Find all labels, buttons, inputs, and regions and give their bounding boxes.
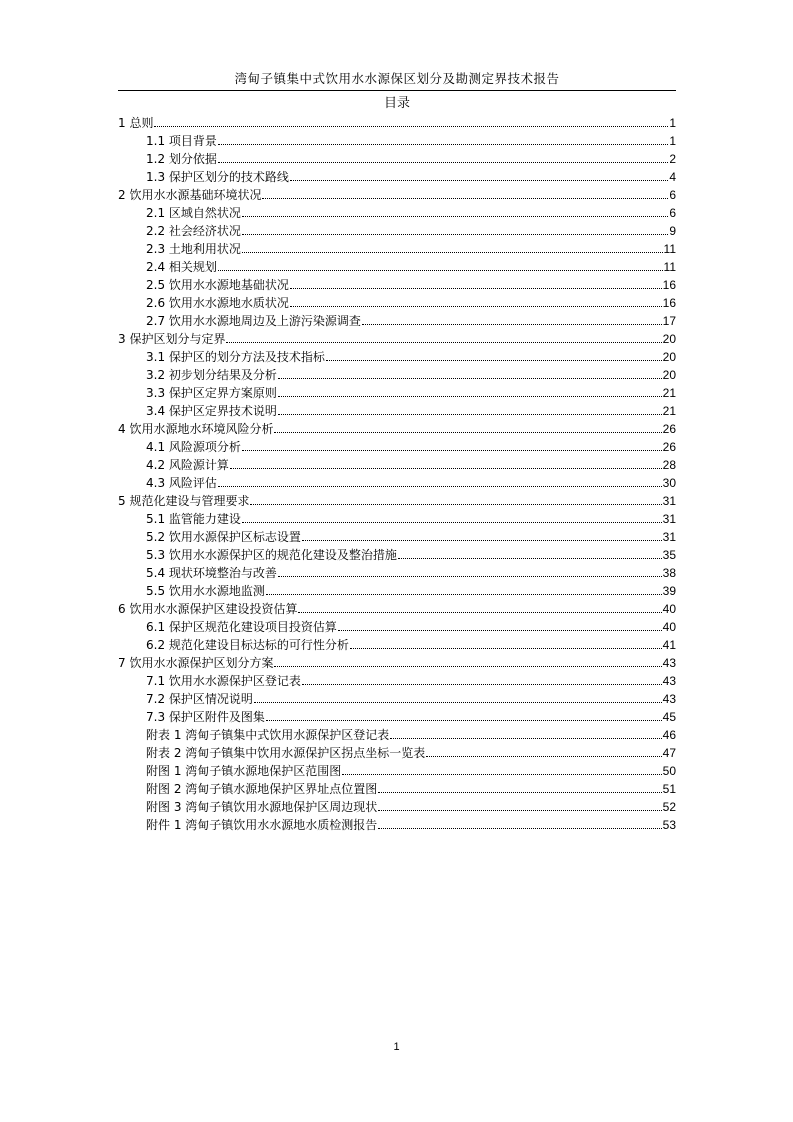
toc-entry[interactable] <box>118 725 676 743</box>
toc-entry-page: 43 <box>662 692 676 706</box>
toc-dot-leader <box>390 738 661 739</box>
toc-entry-label: 附图 1 湾甸子镇水源地保护区范围图 <box>146 764 342 778</box>
toc-entry-page: 6 <box>669 206 676 220</box>
toc-entry-page: 30 <box>662 476 676 490</box>
toc-entry-page: 20 <box>662 368 676 382</box>
toc-entry[interactable] <box>118 455 676 473</box>
running-header: 湾甸子镇集中式饮用水水源保区划分及勘测定界技术报告 <box>234 71 560 86</box>
toc-dot-leader <box>378 810 661 811</box>
toc-dot-leader <box>362 324 662 325</box>
toc-entry[interactable] <box>118 797 676 815</box>
toc-dot-leader <box>266 720 662 721</box>
toc-entry[interactable] <box>118 383 676 401</box>
toc-entry-page: 43 <box>662 674 676 688</box>
toc-dot-leader <box>278 396 662 397</box>
toc-dot-leader <box>266 594 662 595</box>
toc-entry[interactable] <box>118 653 676 671</box>
toc-entry-label: 2.7 饮用水水源地周边及上游污染源调查 <box>146 314 361 328</box>
toc-entry-page: 47 <box>662 746 676 760</box>
toc-entry[interactable] <box>118 761 676 779</box>
toc-entry-label: 5 规范化建设与管理要求 <box>118 494 250 508</box>
toc-entry-page: 26 <box>662 440 676 454</box>
toc-entry-page: 51 <box>662 782 676 796</box>
toc-dot-leader <box>350 648 662 649</box>
toc-entry-label: 2.6 饮用水水源地水质状况 <box>146 296 289 310</box>
toc-entry-label: 4.2 风险源计算 <box>146 458 229 472</box>
toc-entry[interactable] <box>118 437 676 455</box>
toc-entry-label: 6 饮用水水源保护区建设投资估算 <box>118 602 298 616</box>
toc-entry[interactable] <box>118 491 676 509</box>
toc-entry-page: 31 <box>662 530 676 544</box>
toc-entry[interactable] <box>118 473 676 491</box>
toc-dot-leader <box>278 378 662 379</box>
toc-dot-leader <box>154 126 668 127</box>
toc-entry-label: 6.2 规范化建设目标达标的可行性分析 <box>146 638 349 652</box>
toc-entry[interactable] <box>118 131 676 149</box>
toc-entry-page: 45 <box>662 710 676 724</box>
toc-entry-label: 5.3 饮用水水源保护区的规范化建设及整治措施 <box>146 548 397 562</box>
toc-entry-page: 46 <box>662 728 676 742</box>
toc-dot-leader <box>278 576 662 577</box>
toc-entry-page: 41 <box>662 638 676 652</box>
toc-entry[interactable] <box>118 581 676 599</box>
toc-dot-leader <box>242 234 668 235</box>
toc-entry[interactable] <box>118 401 676 419</box>
toc-entry-label: 3.2 初步划分结果及分析 <box>146 368 277 382</box>
toc-entry-page: 21 <box>662 386 676 400</box>
toc-entry-label: 7.1 饮用水水源保护区登记表 <box>146 674 301 688</box>
toc-dot-leader <box>262 198 668 199</box>
toc-entry-page: 21 <box>662 404 676 418</box>
toc-entry[interactable] <box>118 167 676 185</box>
toc-entry[interactable] <box>118 599 676 617</box>
toc-entry-label: 1 总则 <box>118 116 154 130</box>
toc-dot-leader <box>218 486 662 487</box>
toc-entry-label: 附图 2 湾甸子镇水源地保护区界址点位置图 <box>146 782 378 796</box>
toc-entry[interactable] <box>118 545 676 563</box>
header-divider <box>118 90 676 91</box>
toc-entry-page: 20 <box>662 332 676 346</box>
toc-dot-leader <box>398 558 662 559</box>
toc-dot-leader <box>378 828 661 829</box>
toc-entry-label: 2.4 相关规划 <box>146 260 217 274</box>
toc-entry[interactable] <box>118 329 676 347</box>
toc-dot-leader <box>226 342 661 343</box>
toc-entry-page: 20 <box>662 350 676 364</box>
toc-entry-label: 附图 3 湾甸子镇饮用水源地保护区周边现状 <box>146 800 378 814</box>
toc-entry-label: 2.3 土地利用状况 <box>146 242 241 256</box>
toc-entry-page: 1 <box>669 134 676 148</box>
toc-dot-leader <box>242 522 662 523</box>
toc-entry-page: 11 <box>663 242 676 256</box>
toc-entry-label: 4.3 风险评估 <box>146 476 217 490</box>
toc-entry[interactable] <box>118 635 676 653</box>
toc-entry[interactable] <box>118 275 676 293</box>
toc-entry-page: 2 <box>669 152 676 166</box>
toc-entry-label: 3 保护区划分与定界 <box>118 332 226 346</box>
toc-entry-label: 2 饮用水水源基础环境状况 <box>118 188 262 202</box>
toc-entry-page: 50 <box>662 764 676 778</box>
toc-entry-page: 38 <box>662 566 676 580</box>
toc-entry[interactable] <box>118 743 676 761</box>
toc-entry-page: 31 <box>662 494 676 508</box>
toc-dot-leader <box>338 630 662 631</box>
toc-entry[interactable] <box>118 689 676 707</box>
toc-entry[interactable] <box>118 113 676 131</box>
toc-entry-label: 3.3 保护区定界方案原则 <box>146 386 277 400</box>
toc-entry[interactable] <box>118 617 676 635</box>
toc-entry[interactable] <box>118 257 676 275</box>
toc-dot-leader <box>302 684 662 685</box>
toc-entry-label: 2.1 区域自然状况 <box>146 206 241 220</box>
toc-entry[interactable] <box>118 527 676 545</box>
toc-entry-label: 3.4 保护区定界技术说明 <box>146 404 277 418</box>
toc-entry-page: 31 <box>662 512 676 526</box>
toc-entry[interactable] <box>118 365 676 383</box>
toc-entry-label: 5.4 现状环境整治与改善 <box>146 566 277 580</box>
toc-entry[interactable] <box>118 671 676 689</box>
toc-entry-label: 7.3 保护区附件及图集 <box>146 710 265 724</box>
toc-entry-page: 28 <box>662 458 676 472</box>
toc-entry-page: 26 <box>662 422 676 436</box>
toc-dot-leader <box>290 180 668 181</box>
toc-dot-leader <box>342 774 661 775</box>
toc-entry-page: 35 <box>662 548 676 562</box>
toc-entry-page: 53 <box>662 818 676 832</box>
toc-entry-label: 3.1 保护区的划分方法及技术指标 <box>146 350 325 364</box>
toc-dot-leader <box>218 144 668 145</box>
toc-dot-leader <box>298 612 661 613</box>
toc-entry[interactable] <box>118 203 676 221</box>
toc-dot-leader <box>290 306 662 307</box>
toc-dot-leader <box>278 414 662 415</box>
table-of-contents <box>118 113 676 833</box>
toc-entry-page: 4 <box>669 170 676 184</box>
toc-entry[interactable] <box>118 221 676 239</box>
toc-entry-label: 4 饮用水源地水环境风险分析 <box>118 422 274 436</box>
toc-entry[interactable] <box>118 293 676 311</box>
toc-entry-label: 附表 1 湾甸子镇集中式饮用水源保护区登记表 <box>146 728 390 742</box>
toc-entry[interactable] <box>118 509 676 527</box>
toc-entry-label: 1.1 项目背景 <box>146 134 217 148</box>
toc-entry-label: 5.2 饮用水源保护区标志设置 <box>146 530 301 544</box>
toc-entry-label: 7.2 保护区情况说明 <box>146 692 253 706</box>
toc-entry[interactable] <box>118 815 676 833</box>
toc-entry[interactable] <box>118 347 676 365</box>
toc-dot-leader <box>218 270 663 271</box>
toc-dot-leader <box>274 432 661 433</box>
toc-entry-page: 52 <box>662 800 676 814</box>
toc-entry[interactable] <box>118 707 676 725</box>
toc-dot-leader <box>426 756 661 757</box>
toc-dot-leader <box>230 468 662 469</box>
toc-dot-leader <box>378 792 661 793</box>
toc-entry-page: 9 <box>669 224 676 238</box>
toc-entry-label: 6.1 保护区规范化建设项目投资估算 <box>146 620 337 634</box>
toc-entry[interactable] <box>118 239 676 257</box>
toc-entry-label: 2.2 社会经济状况 <box>146 224 241 238</box>
toc-entry-page: 43 <box>662 656 676 670</box>
toc-entry-page: 6 <box>669 188 676 202</box>
toc-entry-label: 附件 1 湾甸子镇饮用水水源地水质检测报告 <box>146 818 378 832</box>
toc-entry-page: 40 <box>662 602 676 616</box>
toc-dot-leader <box>290 288 662 289</box>
toc-entry-page: 39 <box>662 584 676 598</box>
toc-entry-label: 1.2 划分依据 <box>146 152 217 166</box>
toc-dot-leader <box>302 540 662 541</box>
toc-entry-label: 4.1 风险源项分析 <box>146 440 241 454</box>
toc-entry-page: 16 <box>662 278 676 292</box>
toc-dot-leader <box>326 360 662 361</box>
toc-heading: 目录 <box>383 96 410 111</box>
toc-entry-page: 11 <box>663 260 676 274</box>
toc-entry-page: 40 <box>662 620 676 634</box>
toc-dot-leader <box>242 216 668 217</box>
toc-dot-leader <box>254 702 662 703</box>
page-number: 1 <box>393 1041 400 1053</box>
toc-entry-page: 1 <box>669 116 676 130</box>
toc-entry[interactable] <box>118 419 676 437</box>
toc-dot-leader <box>242 450 662 451</box>
toc-dot-leader <box>274 666 661 667</box>
toc-entry-page: 16 <box>662 296 676 310</box>
toc-dot-leader <box>218 162 668 163</box>
toc-entry-label: 5.5 饮用水水源地监测 <box>146 584 265 598</box>
toc-entry[interactable] <box>118 185 676 203</box>
toc-entry-label: 2.5 饮用水水源地基础状况 <box>146 278 289 292</box>
toc-entry-label: 附表 2 湾甸子镇集中饮用水源保护区拐点坐标一览表 <box>146 746 426 760</box>
toc-entry-label: 5.1 监管能力建设 <box>146 512 241 526</box>
toc-entry[interactable] <box>118 149 676 167</box>
toc-entry[interactable] <box>118 311 676 329</box>
toc-entry-label: 7 饮用水水源保护区划分方案 <box>118 656 274 670</box>
toc-dot-leader <box>242 252 663 253</box>
toc-entry[interactable] <box>118 563 676 581</box>
toc-entry-label: 1.3 保护区划分的技术路线 <box>146 170 289 184</box>
toc-dot-leader <box>250 504 661 505</box>
toc-entry[interactable] <box>118 779 676 797</box>
toc-entry-page: 17 <box>662 314 676 328</box>
